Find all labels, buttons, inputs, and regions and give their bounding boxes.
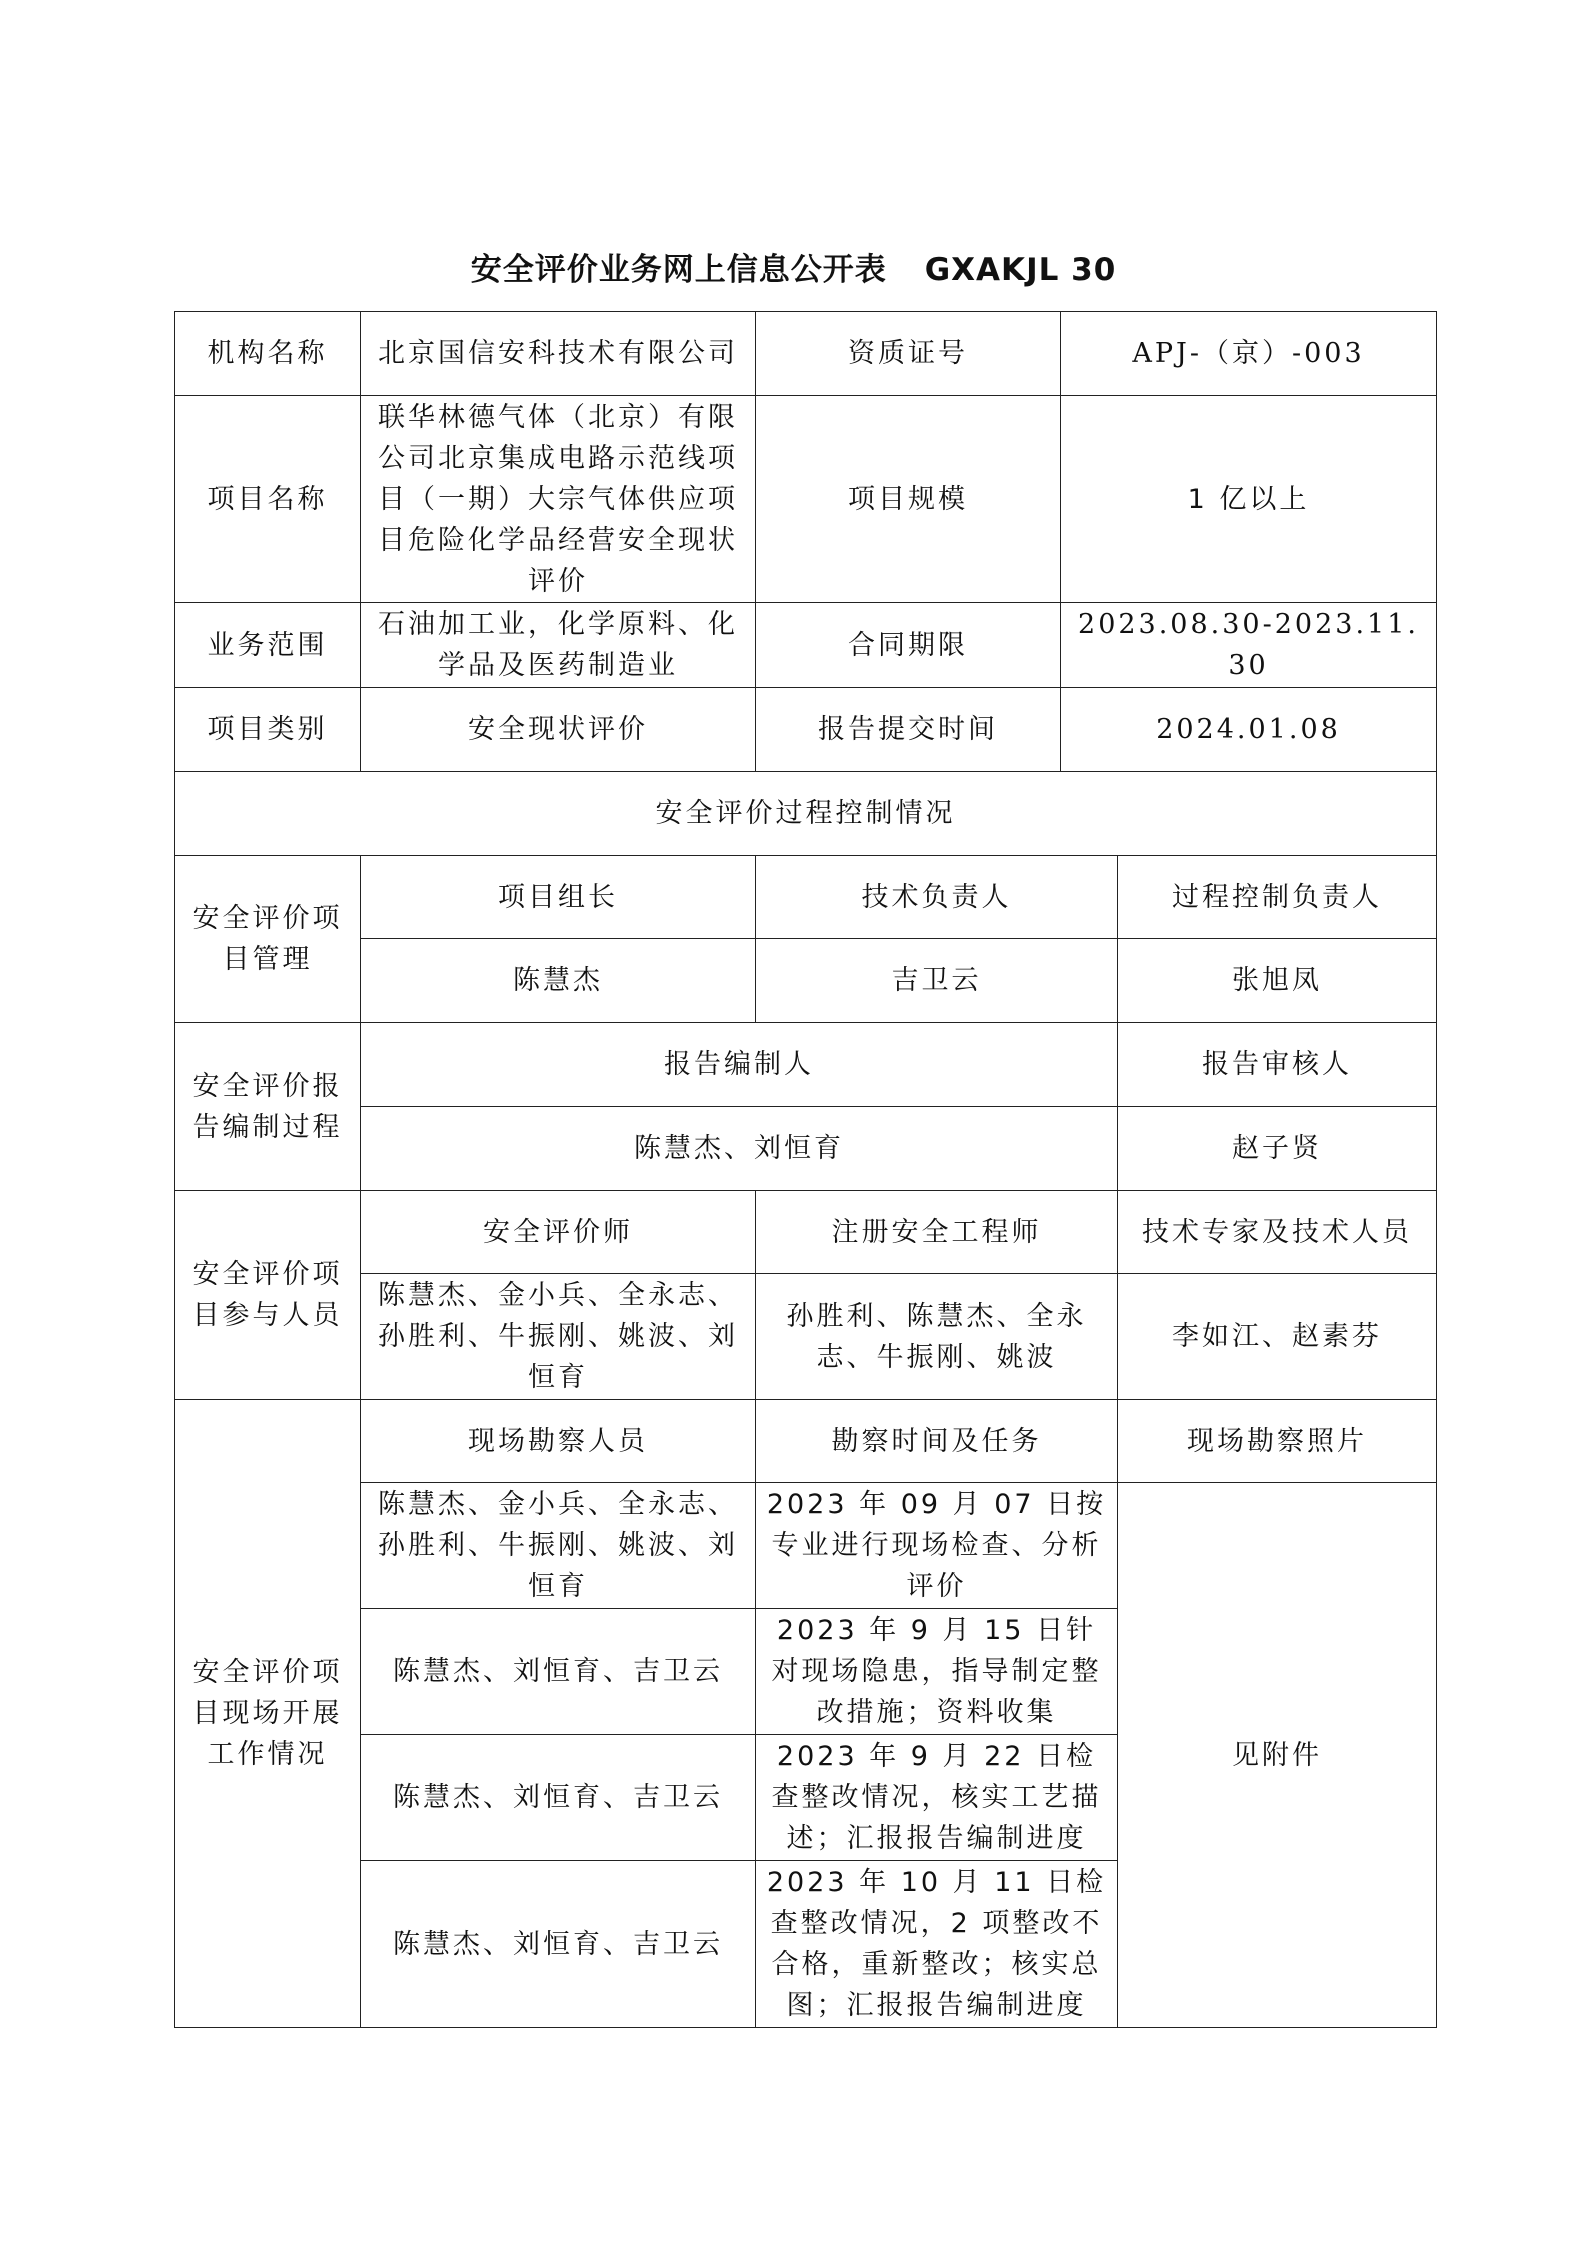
experts-value: 李如江、赵素芬 [1118,1274,1437,1400]
scale-value: 1 亿以上 [1061,396,1437,603]
task-header: 勘察时间及任务 [756,1400,1118,1483]
report-time-label: 报告提交时间 [756,688,1061,772]
row-report-values [175,1107,1437,1191]
control-value: 张旭凤 [1118,939,1437,1023]
page-title [0,244,1587,289]
row-management-header [175,856,1437,939]
site-task: 2023 年 09 月 07 日按专业进行现场检查、分析评价 [756,1483,1118,1609]
org-label: 机构名称 [175,312,361,396]
site-staff: 陈慧杰、金小兵、全永志、孙胜利、牛振刚、姚波、刘恒育 [361,1483,756,1609]
project-value: 联华林德气体（北京）有限公司北京集成电路示范线项目（一期）大宗气体供应项目危险化学品经营安全现状评价 [361,396,756,603]
row-management-values [175,939,1437,1023]
site-staff: 陈慧杰、刘恒育、吉卫云 [361,1735,756,1861]
row-scope [175,603,1437,688]
contract-value: 2023.08.30-2023.11.30 [1061,603,1437,688]
process-title: 安全评价过程控制情况 [175,772,1437,856]
control-header: 过程控制负责人 [1118,856,1437,939]
site-row [175,1483,1437,1609]
contract-label: 合同期限 [756,603,1061,688]
staff-header: 现场勘察人员 [361,1400,756,1483]
leader-header: 项目组长 [361,856,756,939]
project-label: 项目名称 [175,396,361,603]
row-org [175,312,1437,396]
leader-value: 陈慧杰 [361,939,756,1023]
tech-header: 技术负责人 [756,856,1118,939]
site-task: 2023 年 10 月 11 日检查整改情况，2 项整改不合格，重新整改；核实总图；汇报报告编制进度 [756,1861,1118,2028]
row-process-title [175,772,1437,856]
evaluators-value: 陈慧杰、金小兵、全永志、孙胜利、牛振刚、姚波、刘恒育 [361,1274,756,1400]
engineers-value: 孙胜利、陈慧杰、全永志、牛振刚、姚波 [756,1274,1118,1400]
row-project [175,396,1437,603]
cert-label: 资质证号 [756,312,1061,396]
reviewer-value: 赵子贤 [1118,1107,1437,1191]
site-label: 安全评价项目现场开展工作情况 [175,1400,361,2028]
management-label: 安全评价项目管理 [175,856,361,1023]
engineer-header: 注册安全工程师 [756,1191,1118,1274]
participants-label: 安全评价项目参与人员 [175,1191,361,1400]
tech-value: 吉卫云 [756,939,1118,1023]
row-category [175,688,1437,772]
report-label: 安全评价报告编制过程 [175,1023,361,1191]
writer-header: 报告编制人 [361,1023,1118,1107]
info-table [174,311,1437,2028]
form-code: GXAKJL 30 [924,252,1117,288]
evaluator-header: 安全评价师 [361,1191,756,1274]
photo-value: 见附件 [1118,1483,1437,2028]
category-value: 安全现状评价 [361,688,756,772]
writers-value: 陈慧杰、刘恒育 [361,1107,1118,1191]
row-site-header [175,1400,1437,1483]
row-report-header [175,1023,1437,1107]
site-staff: 陈慧杰、刘恒育、吉卫云 [361,1609,756,1735]
row-participants-header [175,1191,1437,1274]
reviewer-header: 报告审核人 [1118,1023,1437,1107]
scope-label: 业务范围 [175,603,361,688]
category-label: 项目类别 [175,688,361,772]
report-time-value: 2024.01.08 [1061,688,1437,772]
site-task: 2023 年 9 月 15 日针对现场隐患，指导制定整改措施；资料收集 [756,1609,1118,1735]
org-value: 北京国信安科技术有限公司 [361,312,756,396]
cert-value: APJ-（京）-003 [1061,312,1437,396]
title-text: 安全评价业务网上信息公开表 [470,252,887,288]
photo-header: 现场勘察照片 [1118,1400,1437,1483]
site-task: 2023 年 9 月 22 日检查整改情况，核实工艺描述；汇报报告编制进度 [756,1735,1118,1861]
scale-label: 项目规模 [756,396,1061,603]
site-staff: 陈慧杰、刘恒育、吉卫云 [361,1861,756,2028]
expert-header: 技术专家及技术人员 [1118,1191,1437,1274]
scope-value: 石油加工业，化学原料、化学品及医药制造业 [361,603,756,688]
row-participants-values [175,1274,1437,1400]
